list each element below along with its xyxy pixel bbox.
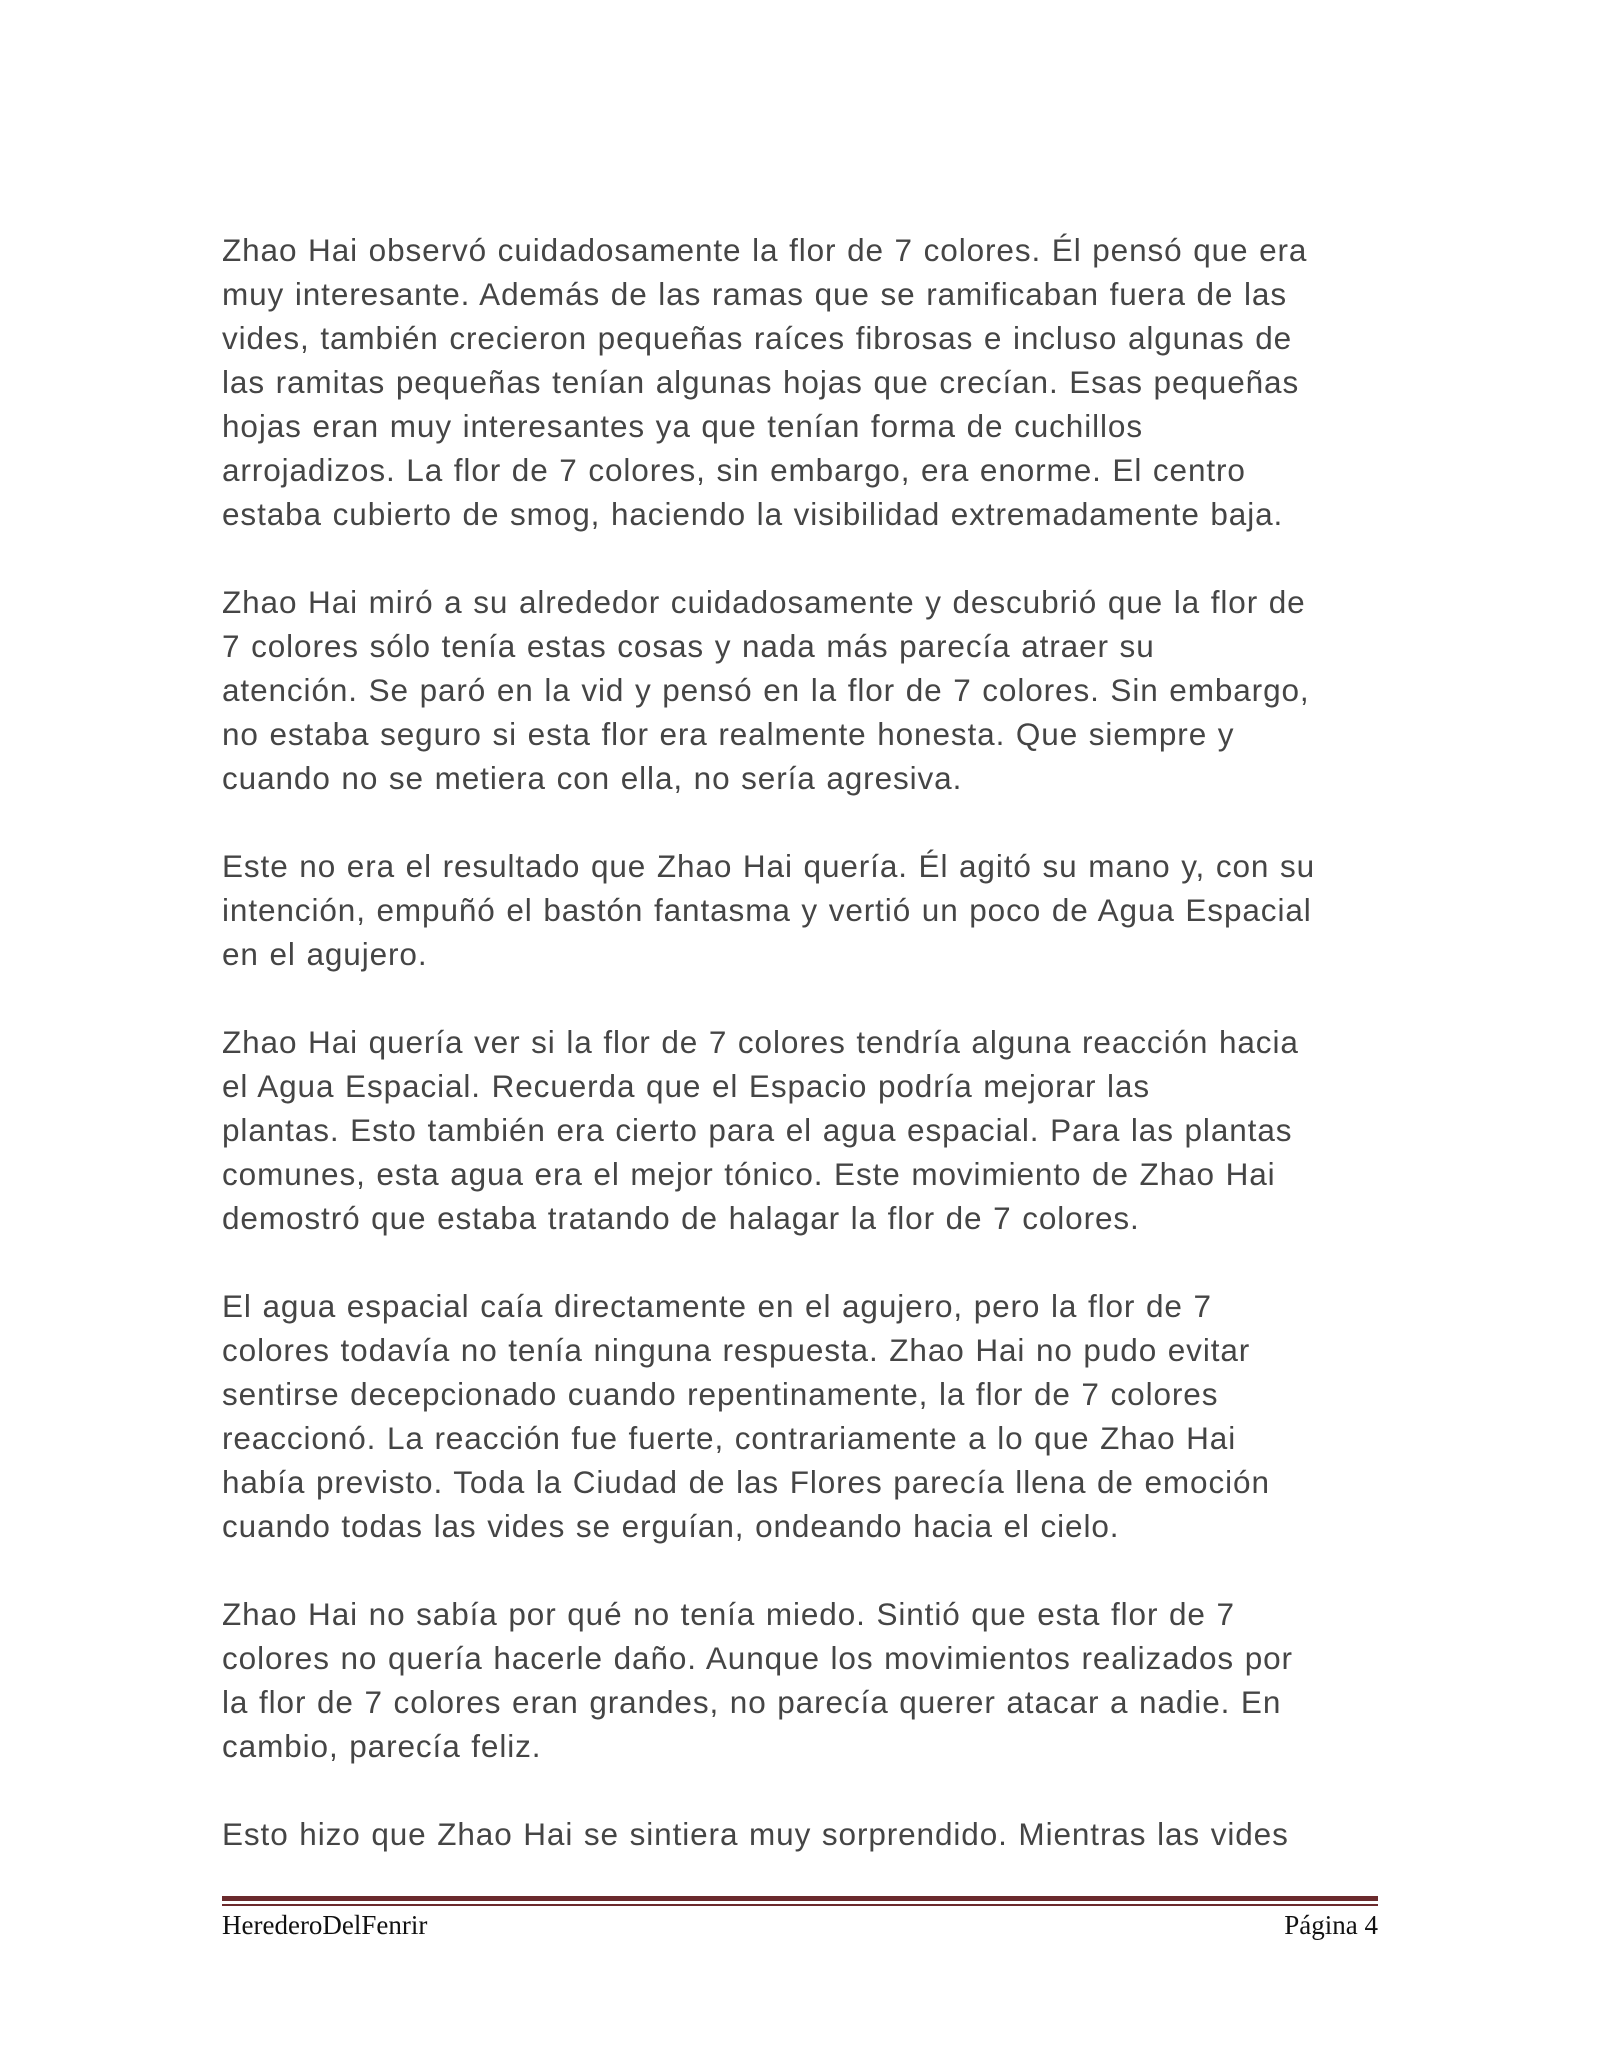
text-line: hojas eran muy interesantes ya que tenían forma de cuchillos xyxy=(222,408,1143,444)
paragraph xyxy=(222,1592,1372,1768)
text-line: estaba cubierto de smog, haciendo la visibilidad extremadamente baja. xyxy=(222,496,1284,532)
text-line: arrojadizos. La flor de 7 colores, sin embargo, era enorme. El centro xyxy=(222,452,1246,488)
paragraph xyxy=(222,1020,1372,1240)
text-line: colores no quería hacerle daño. Aunque los movimientos realizados por xyxy=(222,1640,1293,1676)
footer-page-number: Página 4 xyxy=(1284,1910,1378,1940)
footer-author: HerederoDelFenrir xyxy=(222,1910,428,1940)
text-line: Zhao Hai observó cuidadosamente la flor de 7 colores. Él pensó que era xyxy=(222,232,1308,268)
text-line: El agua espacial caía directamente en el agujero, pero la flor de 7 xyxy=(222,1288,1212,1324)
paragraph xyxy=(222,228,1372,536)
text-line: intención, empuñó el bastón fantasma y vertió un poco de Agua Espacial xyxy=(222,892,1312,928)
text-line: no estaba seguro si esta flor era realmente honesta. Que siempre y xyxy=(222,716,1235,752)
text-line: la flor de 7 colores eran grandes, no parecía querer atacar a nadie. En xyxy=(222,1684,1282,1720)
text-line: demostró que estaba tratando de halagar la flor de 7 colores. xyxy=(222,1200,1140,1236)
paragraph xyxy=(222,580,1372,800)
text-line: Zhao Hai quería ver si la flor de 7 colores tendría alguna reacción hacia xyxy=(222,1024,1299,1060)
paragraph xyxy=(222,844,1372,976)
paragraph xyxy=(222,1812,1372,1856)
text-line: vides, también crecieron pequeñas raíces fibrosas e incluso algunas de xyxy=(222,320,1293,356)
footer-rule-thin xyxy=(222,1904,1378,1906)
text-line: 7 colores sólo tenía estas cosas y nada más parecía atraer su xyxy=(222,628,1155,664)
text-line: colores todavía no tenía ninguna respuesta. Zhao Hai no pudo evitar xyxy=(222,1332,1251,1368)
text-line: comunes, esta agua era el mejor tónico. Este movimiento de Zhao Hai xyxy=(222,1156,1276,1192)
footer-rule xyxy=(222,1896,1378,1901)
text-line: plantas. Esto también era cierto para el agua espacial. Para las plantas xyxy=(222,1112,1293,1148)
text-line: Esto hizo que Zhao Hai se sintiera muy sorprendido. Mientras las vides xyxy=(222,1816,1289,1852)
text-line: Zhao Hai no sabía por qué no tenía miedo. Sintió que esta flor de 7 xyxy=(222,1596,1235,1632)
text-line: Este no era el resultado que Zhao Hai quería. Él agitó su mano y, con su xyxy=(222,848,1316,884)
text-line: sentirse decepcionado cuando repentinamente, la flor de 7 colores xyxy=(222,1376,1219,1412)
body-text xyxy=(222,228,1372,1900)
text-line: había previsto. Toda la Ciudad de las Flores parecía llena de emoción xyxy=(222,1464,1270,1500)
text-line: atención. Se paró en la vid y pensó en la flor de 7 colores. Sin embargo, xyxy=(222,672,1310,708)
text-line: el Agua Espacial. Recuerda que el Espacio podría mejorar las xyxy=(222,1068,1151,1104)
text-line: Zhao Hai miró a su alrededor cuidadosamente y descubrió que la flor de xyxy=(222,584,1306,620)
text-line: muy interesante. Además de las ramas que se ramificaban fuera de las xyxy=(222,276,1287,312)
text-line: cuando no se metiera con ella, no sería agresiva. xyxy=(222,760,963,796)
text-line: reaccionó. La reacción fue fuerte, contrariamente a lo que Zhao Hai xyxy=(222,1420,1237,1456)
text-line: cambio, parecía feliz. xyxy=(222,1728,542,1764)
text-line: las ramitas pequeñas tenían algunas hojas que crecían. Esas pequeñas xyxy=(222,364,1300,400)
paragraph xyxy=(222,1284,1372,1548)
text-line: cuando todas las vides se erguían, ondeando hacia el cielo. xyxy=(222,1508,1120,1544)
text-line: en el agujero. xyxy=(222,936,428,972)
